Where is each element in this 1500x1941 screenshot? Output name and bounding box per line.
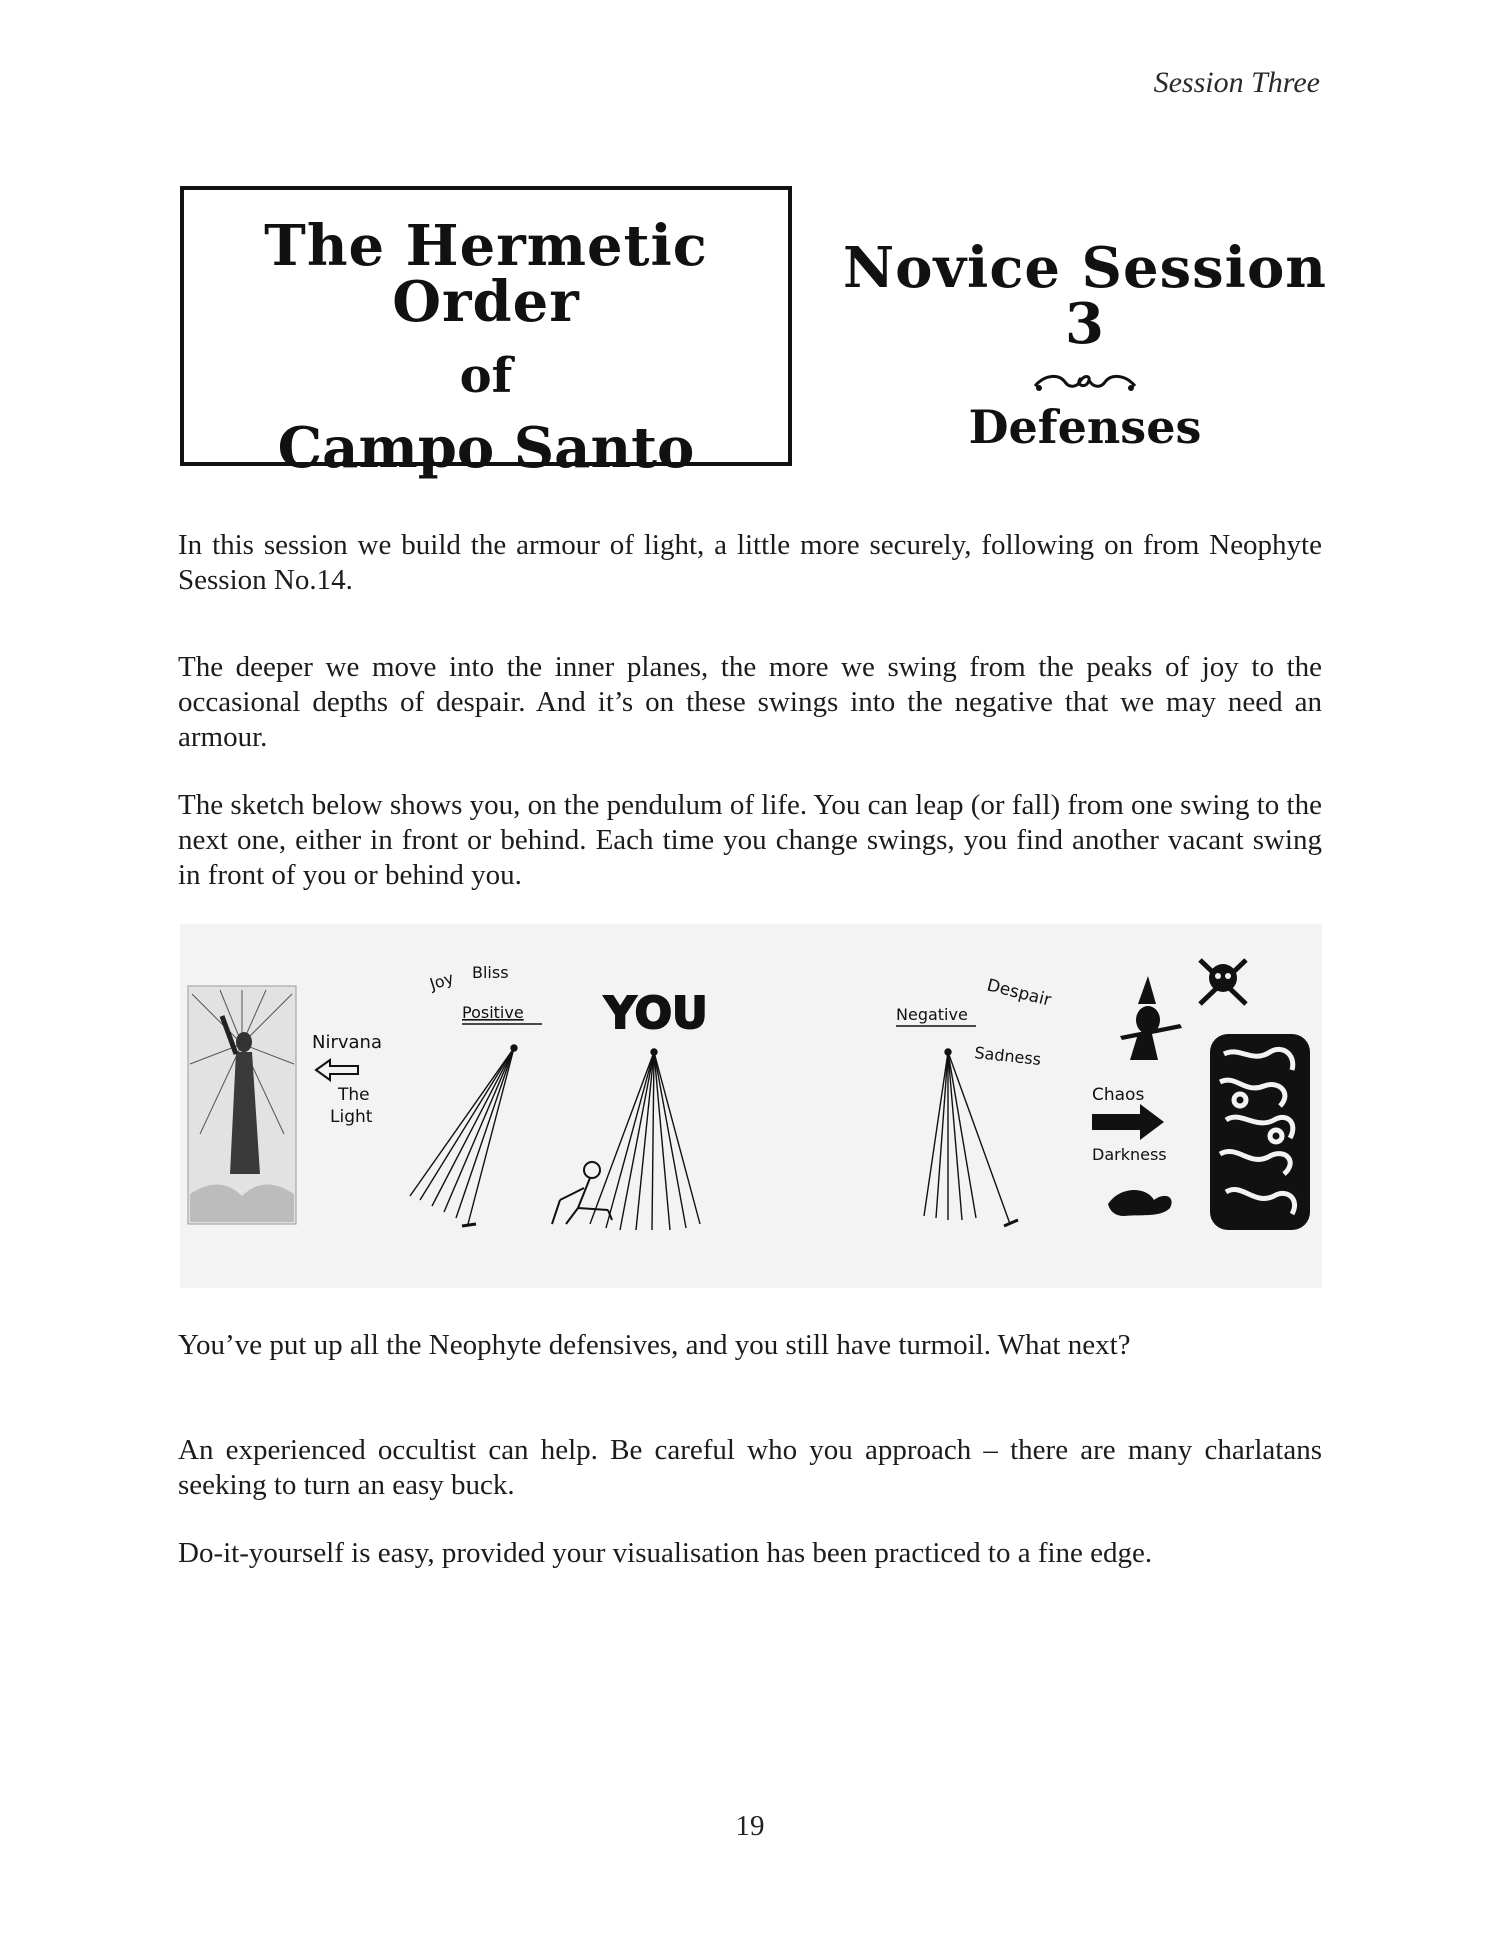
chaos-maze-illustration [1210,1034,1310,1230]
paragraph-pendulum: The sketch below shows you, on the pendulum of life. You can leap (or fall) from one swing to the next one, either in front or behind. Each time you change swings, you find another vacant swing in front of you or behind you. [178,789,1322,891]
label-positive: Positive [462,1003,524,1022]
skull-crossbones-icon [1200,960,1246,1004]
stick-figure-illustration [552,1162,612,1224]
dragon-icon [1108,1190,1172,1216]
order-title-line-1: The Hermetic Order [264,213,708,335]
flourish-ornament-icon [1025,370,1145,396]
arrow-left-icon [316,1060,358,1080]
order-title-line-2: of [459,348,513,404]
page-number: 19 [735,1810,765,1842]
label-light: Light [330,1107,373,1127]
order-title-line-3: Campo Santo [277,415,695,481]
running-head: Session Three [1153,66,1320,99]
positive-swing-drawing [410,1045,517,1226]
label-despair: Despair [984,975,1054,1011]
pendulum-sketch [180,924,1322,1288]
nirvana-figure-illustration [188,986,296,1224]
label-bliss: Bliss [472,963,509,982]
paragraph-intro: In this session we build the armour of light, a little more securely, following on from Neophyte Session No.14. [178,529,1322,596]
paragraph-occultist: An experienced occultist can help. Be careful who you approach – there are many charlatans seeking to turn an easy buck. [178,1434,1322,1501]
session-heading [840,235,1330,454]
order-title-box [180,186,792,481]
label-darkness: Darkness [1092,1145,1167,1164]
negative-swing-drawing [924,1049,1018,1226]
label-nirvana: Nirvana [312,1032,382,1053]
session-subtitle: Defenses [968,400,1202,454]
paragraph-inner-planes: The deeper we move into the inner planes, the more we swing from the peaks of joy to the occasional depths of despair. And it’s on these swings into the negative that we may need an armour. [178,651,1322,753]
label-you: YOU [604,988,708,1039]
you-swing-drawing [590,1049,700,1230]
arrow-right-icon [1092,1104,1164,1140]
paragraph-diy: Do-it-yourself is easy, provided your visualisation has been practiced to a fine edge. [178,1537,1153,1569]
label-chaos: Chaos [1092,1085,1145,1105]
label-sadness: Sadness [973,1043,1042,1069]
label-joy: Joy [427,968,457,994]
witch-icon [1120,976,1182,1060]
label-the: The [338,1085,370,1105]
label-negative: Negative [896,1005,968,1024]
session-title: Novice Session 3 [842,235,1328,357]
paragraph-turmoil: You’ve put up all the Neophyte defensives, and you still have turmoil. What next? [178,1329,1131,1361]
